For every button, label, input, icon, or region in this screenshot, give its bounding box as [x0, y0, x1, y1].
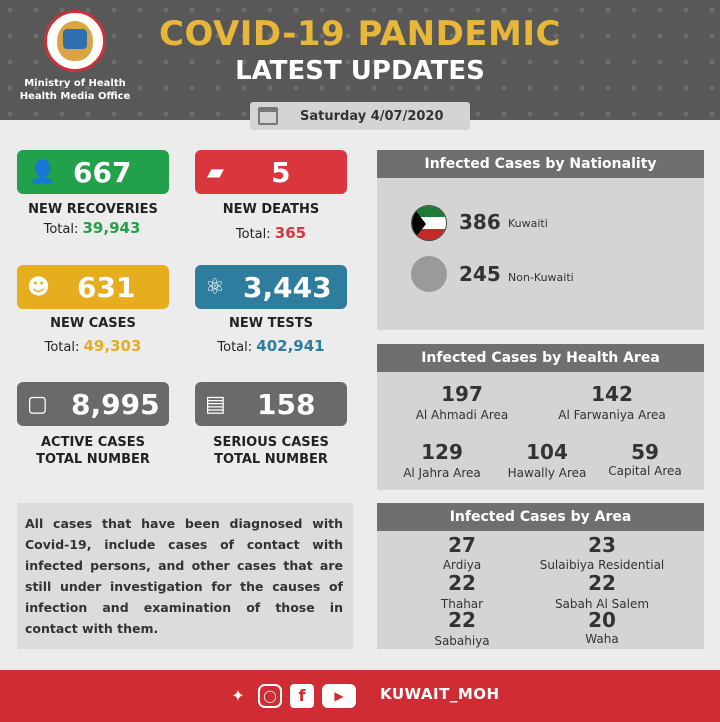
deaths-total-value: 365 [274, 224, 307, 242]
info-note-text: All cases that have been diagnosed with Covid-19, include cases of contact with infected persons, and other cases that are still under investigation for the causes of infection and examination of those in contact with them. [25, 516, 343, 636]
health-area-label: Capital Area [608, 464, 682, 478]
page-title: COVID-19 PANDEMIC [159, 14, 561, 54]
youtube-icon[interactable]: ▶ [322, 684, 356, 708]
recoveries-total-label: Total: [43, 222, 79, 237]
kuwaiti-value: 386 [459, 210, 501, 234]
tests-total [195, 337, 347, 355]
tests-value: 3,443 [243, 271, 332, 304]
cases-card [17, 265, 169, 309]
recoveries-label: NEW RECOVERIES [28, 202, 158, 217]
health-area-value: 142 [591, 382, 633, 406]
health-area-value: 129 [421, 440, 463, 464]
cases-total-value: 49,303 [83, 337, 142, 355]
serious-card [195, 382, 347, 426]
deaths-label: NEW DEATHS [222, 202, 320, 217]
ministry-emblem [44, 10, 106, 72]
calendar-icon [258, 107, 278, 125]
recoveries-total [17, 219, 167, 237]
date-badge [250, 102, 470, 130]
twitter-icon[interactable]: ✦ [231, 686, 245, 705]
instagram-icon[interactable]: ◯ [258, 684, 282, 708]
health-area-value: 59 [631, 440, 659, 464]
deaths-total-label: Total: [235, 227, 271, 242]
tests-total-value: 402,941 [256, 337, 325, 355]
health-area-label: Al Farwaniya Area [558, 408, 666, 422]
area-label: Sulaibiya Residential [539, 558, 665, 572]
active-card [17, 382, 169, 426]
serious-value: 158 [257, 388, 316, 421]
kuwait-flag-icon [411, 205, 447, 241]
active-label-line2: TOTAL NUMBER [36, 452, 150, 467]
area-panel [377, 503, 704, 649]
health-area-label: Hawally Area [507, 466, 587, 480]
deaths-total [195, 224, 347, 242]
people-group-icon: ☻ [27, 275, 50, 300]
area-value: 22 [448, 608, 476, 632]
health-area-value: 197 [441, 382, 483, 406]
area-label: Sabahiya [434, 634, 490, 648]
cases-label: NEW CASES [50, 316, 136, 331]
hospital-bed-icon: ▤ [205, 392, 226, 417]
deaths-card [195, 150, 347, 194]
kuwaiti-label: Kuwaiti [508, 217, 548, 230]
date-text: Saturday 4/07/2020 [300, 108, 444, 124]
active-value: 8,995 [71, 388, 160, 421]
area-value: 22 [588, 571, 616, 595]
tombstone-icon: ▰ [207, 160, 224, 185]
area-title: Infected Cases by Area [377, 503, 704, 531]
test-tube-icon: ⚛ [205, 275, 225, 300]
nationality-title: Infected Cases by Nationality [377, 150, 704, 178]
active-label [17, 434, 169, 468]
area-label: Ardiya [442, 558, 482, 572]
health-area-value: 104 [526, 440, 568, 464]
area-label: Sabah Al Salem [554, 597, 650, 611]
tests-total-label: Total: [217, 340, 253, 355]
cases-total [17, 337, 169, 355]
serious-label [195, 434, 347, 468]
page-subtitle: LATEST UPDATES [235, 56, 485, 86]
social-handle[interactable]: KUWAIT_MOH [380, 685, 500, 703]
area-label: Thahar [440, 597, 484, 611]
health-area-label: Al Jahra Area [403, 466, 481, 480]
info-note [17, 503, 353, 649]
area-value: 23 [588, 533, 616, 557]
area-value: 22 [448, 571, 476, 595]
ministry-line1: Ministry of Health [24, 78, 126, 89]
non-kuwaiti-dot-icon [411, 256, 447, 292]
recoveries-total-value: 39,943 [82, 219, 141, 237]
facebook-icon[interactable]: f [290, 684, 314, 708]
cases-value: 631 [77, 271, 136, 304]
serious-label-line2: TOTAL NUMBER [214, 452, 328, 467]
area-value: 20 [588, 608, 616, 632]
active-label-line1: ACTIVE CASES [41, 435, 145, 450]
cases-total-label: Total: [44, 340, 80, 355]
serious-label-line1: SERIOUS CASES [213, 435, 329, 450]
recoveries-value: 667 [73, 156, 132, 189]
health-area-title: Infected Cases by Health Area [377, 344, 704, 372]
area-label: Waha [585, 632, 619, 646]
emblem-ship [63, 29, 87, 49]
person-check-icon: 👤 [29, 160, 57, 185]
health-area-panel [377, 344, 704, 490]
suitcase-icon: ▢ [27, 392, 48, 417]
non-kuwaiti-label: Non-Kuwaiti [508, 271, 574, 284]
deaths-value: 5 [271, 156, 291, 189]
tests-card [195, 265, 347, 309]
footer [0, 670, 720, 722]
ministry-line2: Health Media Office [19, 91, 131, 102]
ministry-name [18, 77, 132, 103]
health-area-label: Al Ahmadi Area [415, 408, 509, 422]
area-value: 27 [448, 533, 476, 557]
recoveries-card [17, 150, 169, 194]
nationality-panel [377, 150, 704, 330]
non-kuwaiti-value: 245 [459, 262, 501, 286]
tests-label: NEW TESTS [229, 316, 313, 331]
